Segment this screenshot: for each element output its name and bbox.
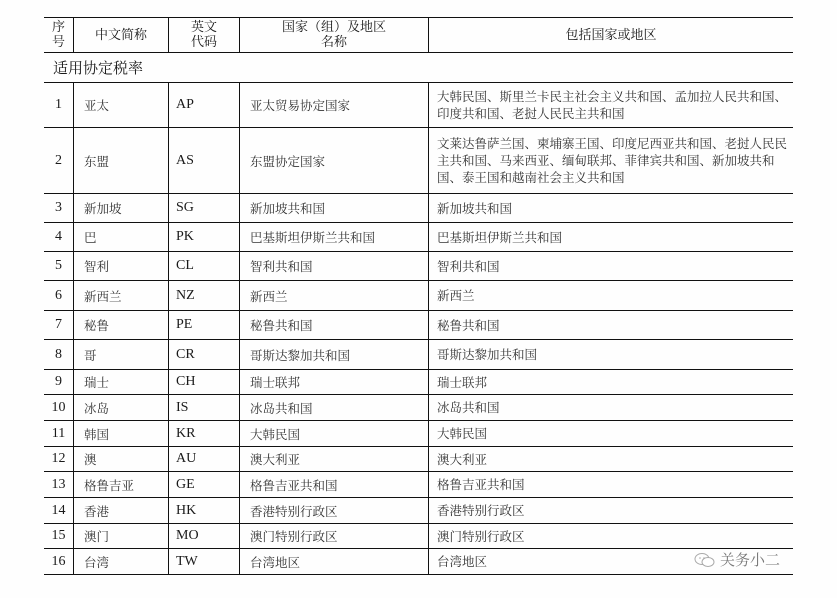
- row-en-code: GE: [169, 472, 240, 498]
- row-name: 澳门特别行政区: [240, 524, 429, 549]
- tariff-agreement-table: [44, 17, 793, 575]
- table-row: [44, 549, 793, 575]
- row-includes: 秘鲁共和国: [429, 311, 794, 340]
- row-includes: 澳大利亚: [429, 447, 794, 472]
- table-row: [44, 281, 793, 311]
- row-includes: 哥斯达黎加共和国: [429, 340, 794, 370]
- table-row: [44, 194, 793, 223]
- section-title: 适用协定税率: [44, 53, 793, 83]
- row-name: 瑞士联邦: [240, 370, 429, 395]
- row-number: 7: [44, 311, 74, 340]
- row-includes: 巴基斯坦伊斯兰共和国: [429, 223, 794, 252]
- row-en-code: MO: [169, 524, 240, 549]
- row-en-code: TW: [169, 549, 240, 575]
- watermark: [694, 549, 780, 570]
- row-cn-abbr: 巴: [74, 223, 169, 252]
- row-cn-abbr: 澳门: [74, 524, 169, 549]
- row-number: 9: [44, 370, 74, 395]
- row-includes: 新加坡共和国: [429, 194, 794, 223]
- row-name: 大韩民国: [240, 421, 429, 447]
- row-en-code: PE: [169, 311, 240, 340]
- table-row: [44, 472, 793, 498]
- header-en-code: 英文 代码: [169, 18, 240, 53]
- row-name: 澳大利亚: [240, 447, 429, 472]
- row-number: 2: [44, 128, 74, 194]
- row-number: 12: [44, 447, 74, 472]
- row-name: 巴基斯坦伊斯兰共和国: [240, 223, 429, 252]
- table-row: [44, 340, 793, 370]
- row-name: 东盟协定国家: [240, 128, 429, 194]
- row-number: 3: [44, 194, 74, 223]
- row-number: 15: [44, 524, 74, 549]
- header-seq: 序 号: [44, 18, 74, 53]
- row-cn-abbr: 冰岛: [74, 395, 169, 421]
- row-cn-abbr: 哥: [74, 340, 169, 370]
- header-cn-abbr: 中文简称: [74, 18, 169, 53]
- table-row: [44, 395, 793, 421]
- row-name: 智利共和国: [240, 252, 429, 281]
- row-en-code: CR: [169, 340, 240, 370]
- table-row: [44, 311, 793, 340]
- row-name: 冰岛共和国: [240, 395, 429, 421]
- row-includes: 格鲁吉亚共和国: [429, 472, 794, 498]
- header-includes: 包括国家或地区: [429, 18, 794, 53]
- row-includes: 智利共和国: [429, 252, 794, 281]
- row-en-code: HK: [169, 498, 240, 524]
- table-row: [44, 128, 793, 194]
- row-name: 台湾地区: [240, 549, 429, 575]
- row-en-code: KR: [169, 421, 240, 447]
- row-includes: 新西兰: [429, 281, 794, 311]
- row-cn-abbr: 澳: [74, 447, 169, 472]
- row-en-code: CL: [169, 252, 240, 281]
- row-en-code: AS: [169, 128, 240, 194]
- row-en-code: NZ: [169, 281, 240, 311]
- row-cn-abbr: 智利: [74, 252, 169, 281]
- table-row: [44, 421, 793, 447]
- row-en-code: AU: [169, 447, 240, 472]
- watermark-text: 关务小二: [720, 551, 781, 569]
- row-cn-abbr: 新西兰: [74, 281, 169, 311]
- row-name: 香港特别行政区: [240, 498, 429, 524]
- row-cn-abbr: 台湾: [74, 549, 169, 575]
- row-number: 13: [44, 472, 74, 498]
- row-name: 亚太贸易协定国家: [240, 83, 429, 128]
- row-name: 哥斯达黎加共和国: [240, 340, 429, 370]
- row-number: 6: [44, 281, 74, 311]
- row-number: 1: [44, 83, 74, 128]
- row-cn-abbr: 秘鲁: [74, 311, 169, 340]
- table-header-row: [44, 18, 793, 53]
- row-cn-abbr: 格鲁吉亚: [74, 472, 169, 498]
- row-includes: 台湾地区: [429, 549, 794, 575]
- row-cn-abbr: 瑞士: [74, 370, 169, 395]
- wechat-icon: [694, 552, 716, 568]
- row-cn-abbr: 东盟: [74, 128, 169, 194]
- header-name: 国家（组）及地区 名称: [240, 18, 429, 53]
- row-name: 新西兰: [240, 281, 429, 311]
- row-name: 格鲁吉亚共和国: [240, 472, 429, 498]
- table-row: [44, 252, 793, 281]
- row-number: 16: [44, 549, 74, 575]
- row-en-code: PK: [169, 223, 240, 252]
- row-includes: 瑞士联邦: [429, 370, 794, 395]
- table-row: [44, 223, 793, 252]
- row-name: 秘鲁共和国: [240, 311, 429, 340]
- row-en-code: CH: [169, 370, 240, 395]
- row-includes: 大韩民国、斯里兰卡民主社会主义共和国、孟加拉人民共和国、印度共和国、老挝人民民主共和国: [429, 83, 794, 128]
- row-number: 8: [44, 340, 74, 370]
- table-row: [44, 83, 793, 128]
- row-en-code: AP: [169, 83, 240, 128]
- row-includes: 香港特别行政区: [429, 498, 794, 524]
- section-row: [44, 53, 793, 83]
- row-includes: 冰岛共和国: [429, 395, 794, 421]
- row-en-code: SG: [169, 194, 240, 223]
- row-number: 5: [44, 252, 74, 281]
- table-row: [44, 370, 793, 395]
- table-row: [44, 498, 793, 524]
- row-includes: 文莱达鲁萨兰国、柬埔寨王国、印度尼西亚共和国、老挝人民民主共和国、马来西亚、缅甸联邦、菲律宾共和国、新加坡共和国、泰王国和越南社会主义共和国: [429, 128, 794, 194]
- row-number: 11: [44, 421, 74, 447]
- row-includes: 大韩民国: [429, 421, 794, 447]
- table-row: [44, 524, 793, 549]
- row-name: 新加坡共和国: [240, 194, 429, 223]
- row-number: 10: [44, 395, 74, 421]
- table-row: [44, 447, 793, 472]
- row-cn-abbr: 韩国: [74, 421, 169, 447]
- row-en-code: IS: [169, 395, 240, 421]
- row-cn-abbr: 新加坡: [74, 194, 169, 223]
- row-number: 4: [44, 223, 74, 252]
- row-number: 14: [44, 498, 74, 524]
- row-cn-abbr: 亚太: [74, 83, 169, 128]
- row-cn-abbr: 香港: [74, 498, 169, 524]
- row-includes: 澳门特别行政区: [429, 524, 794, 549]
